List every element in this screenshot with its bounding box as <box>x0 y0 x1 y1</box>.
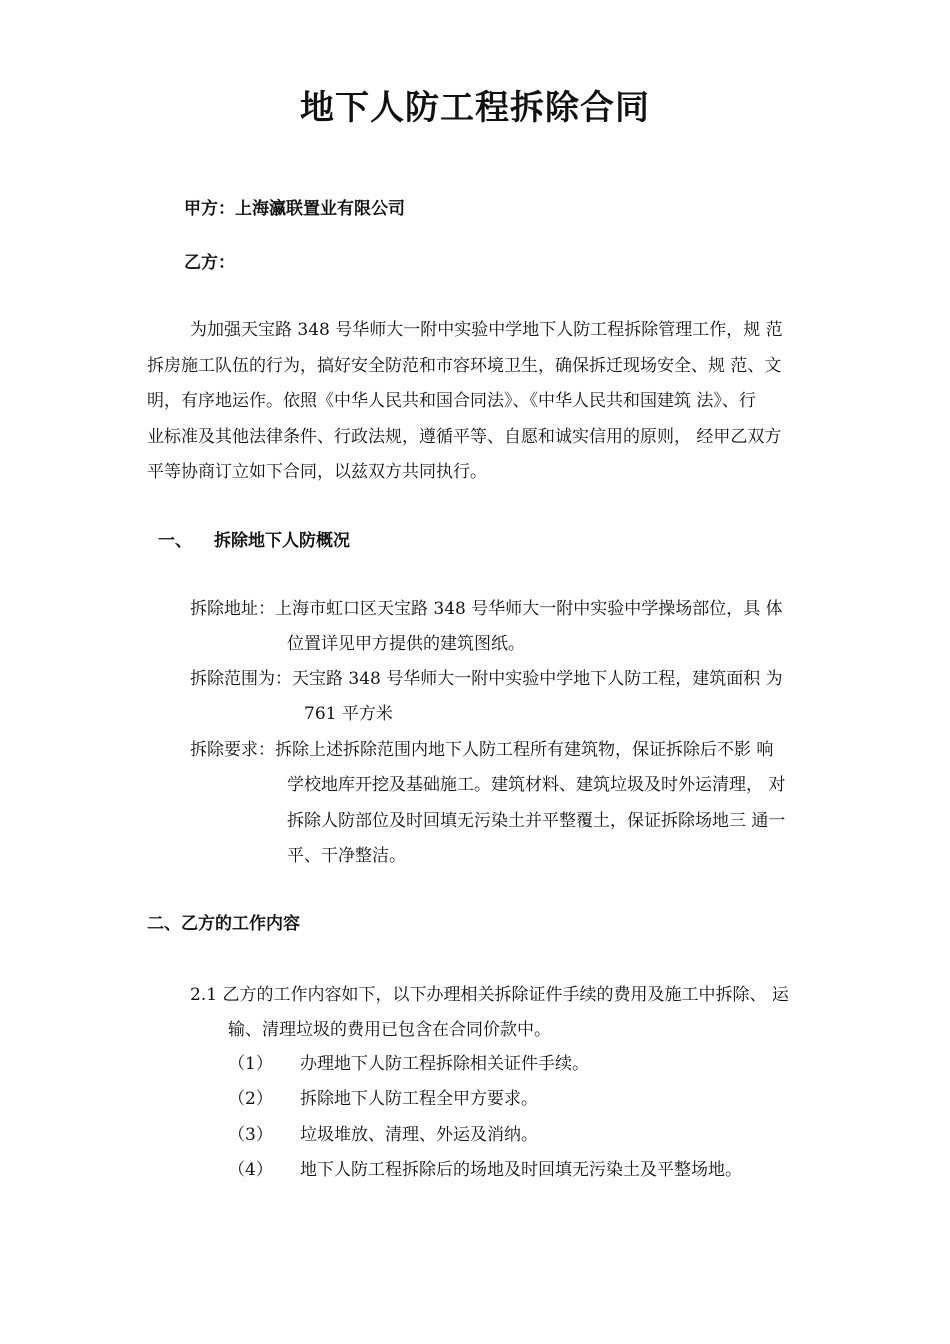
intro-line: 拆房施工队伍的行为，搞好安全防范和市容环境卫生，确保拆迁现场安全、规 范、文 <box>147 356 782 376</box>
intro-line: 为加强天宝路 348 号华师大一附中实验中学地下人防工程拆除管理工作，规 范 <box>190 320 783 340</box>
list-item-text: 地下人防工程拆除后的场地及时回填无污染土及平整场地。 <box>300 1160 742 1180</box>
intro-line: 业标准及其他法律条件、行政法规，遵循平等、自愿和诚实信用的原则， 经甲乙双方 <box>147 427 782 447</box>
intro-line: 平等协商订立如下合同，以兹双方共同执行。 <box>147 462 487 482</box>
list-item-number: （2） <box>228 1089 273 1109</box>
list-item-text: 垃圾堆放、清理、外运及消纳。 <box>300 1125 538 1145</box>
requirement-line: 拆除要求：拆除上述拆除范围内地下人防工程所有建筑物，保证拆除后不影 响 <box>190 740 774 760</box>
scope-line: 761 平方米 <box>304 704 393 724</box>
section-2-title: 二、乙方的工作内容 <box>147 914 300 934</box>
list-item <box>228 1084 538 1109</box>
party-a: 甲方：上海瀛联置业有限公司 <box>184 199 405 219</box>
list-item-text: 办理地下人防工程拆除相关证件手续。 <box>300 1054 589 1074</box>
list-item <box>228 1049 589 1074</box>
section-1-title: 拆除地下人防概况 <box>214 531 350 551</box>
address-line: 拆除地址：上海市虹口区天宝路 348 号华师大一附中实验中学操场部位，具 体 <box>190 599 783 619</box>
list-item <box>228 1155 742 1180</box>
list-item-number: （4） <box>228 1160 273 1180</box>
address-line: 位置详见甲方提供的建筑图纸。 <box>287 634 525 654</box>
section-1-number: 一、 <box>158 531 192 551</box>
list-item-number: （3） <box>228 1125 273 1145</box>
clause-line: 2.1 乙方的工作内容如下，以下办理相关拆除证件手续的费用及施工中拆除、 运 <box>190 985 789 1005</box>
intro-line: 明，有序地运作。依照《中华人民共和国合同法》、《中华人民共和国建筑 法》、行 <box>147 391 756 411</box>
requirement-line: 平、干净整洁。 <box>287 846 406 866</box>
party-b: 乙方： <box>184 253 235 273</box>
list-item-text: 拆除地下人防工程全甲方要求。 <box>300 1089 538 1109</box>
requirement-line: 拆除人防部位及时回填无污染土并平整覆土，保证拆除场地三 通一 <box>287 811 786 831</box>
document-title: 地下人防工程拆除合同 <box>300 88 650 128</box>
scope-line: 拆除范围为：天宝路 348 号华师大一附中实验中学地下人防工程，建筑面积 为 <box>190 669 783 689</box>
list-item-number: （1） <box>228 1054 273 1074</box>
clause-line: 输、清理垃圾的费用已包含在合同价款中。 <box>228 1020 551 1040</box>
requirement-line: 学校地库开挖及基础施工。建筑材料、建筑垃圾及时外运清理， 对 <box>287 775 786 795</box>
list-item <box>228 1120 538 1145</box>
